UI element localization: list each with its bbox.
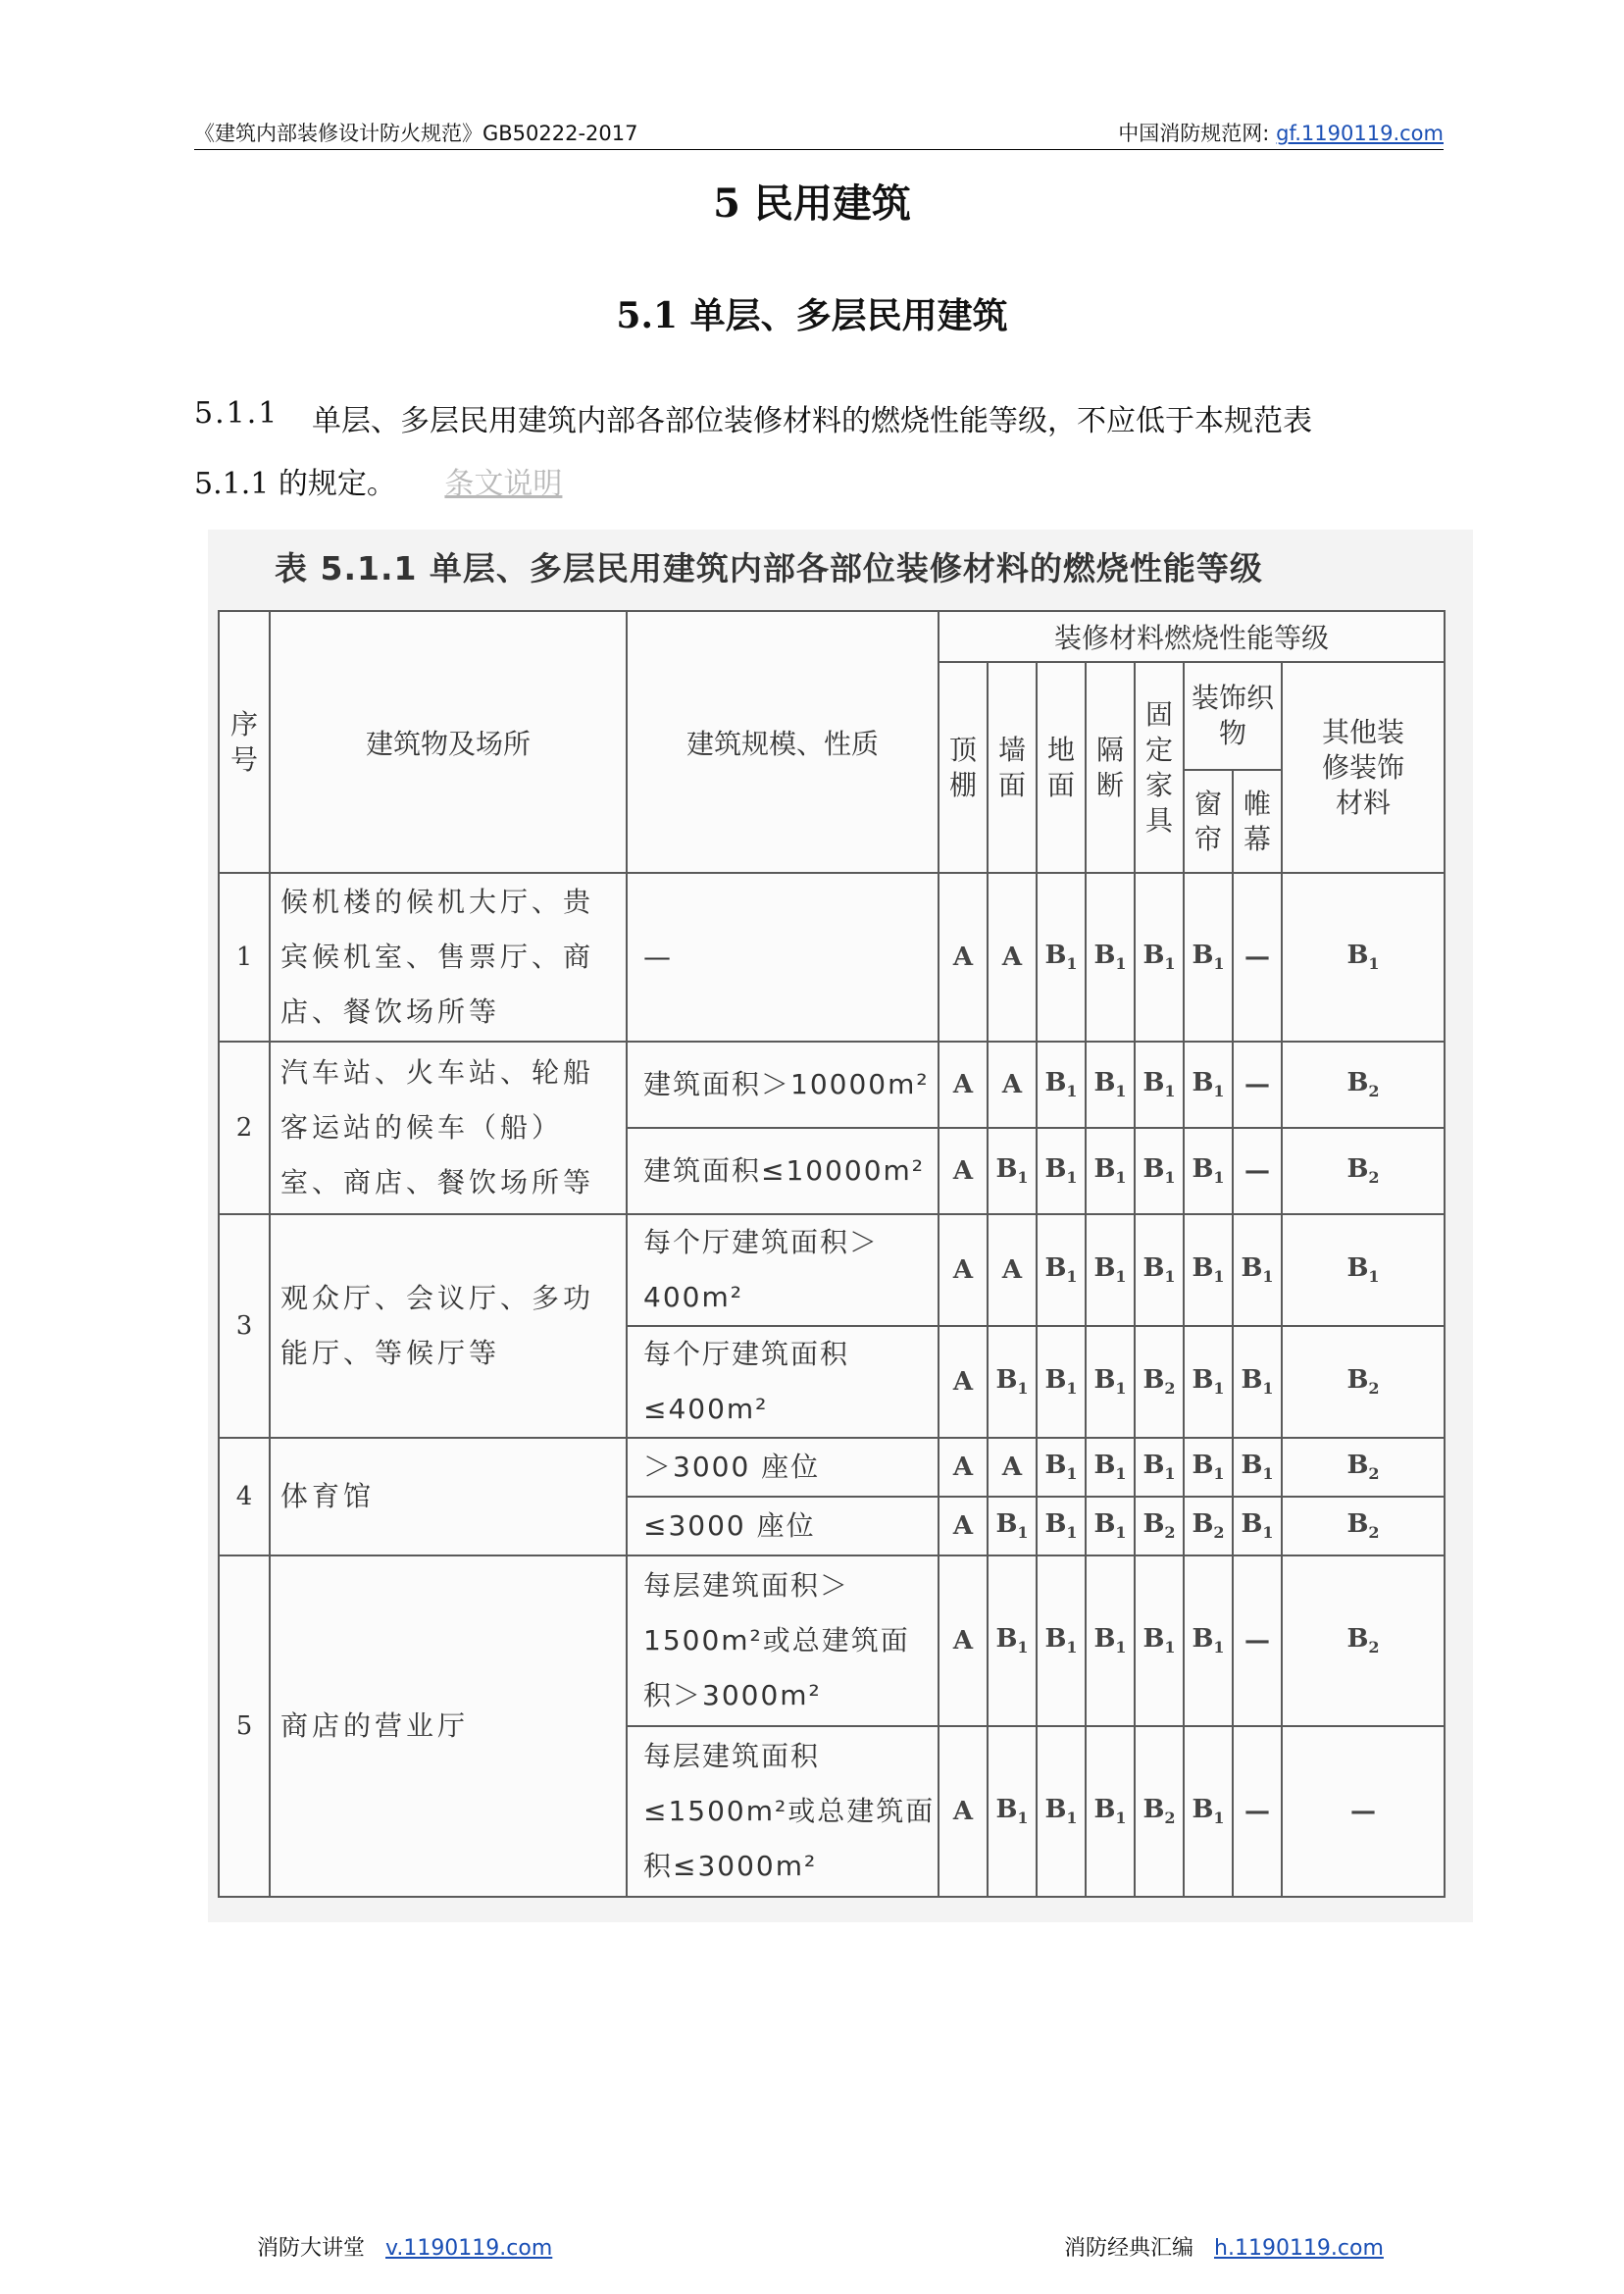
grade-cell: A [939,1042,988,1128]
grade-cell: $B_1$ [988,1726,1037,1897]
header-furniture: 固定家具 [1135,662,1184,873]
footer-right [1064,2231,1384,2262]
clause-text-2: 5.1.1 的规定。 [194,467,396,501]
row-scale: 每层建筑面积＞1500m²或总建筑面积＞3000m² [627,1555,939,1726]
grade-cell: A [939,1128,988,1214]
grade-cell: A [988,873,1037,1042]
chapter-title: 5 民用建筑 [713,180,911,227]
section-title: 5.1 单层、多层民用建筑 [616,295,1008,336]
header-site-label: 中国消防规范网: [1118,122,1270,145]
footer-left-label: 消防大讲堂 [257,2236,366,2261]
grade-cell: A [939,873,988,1042]
grade-cell: $B_2$ [1282,1326,1445,1438]
row-scale: 每个厅建筑面积≤400m² [627,1326,939,1438]
grade-cell: $B_1$ [1037,1042,1086,1128]
grade-cell: — [1233,873,1282,1042]
grade-cell: — [1233,1042,1282,1128]
grade-cell: $B_1$ [1135,1128,1184,1214]
footer-left [257,2231,552,2262]
header-floor: 地面 [1037,662,1086,873]
grade-cell: $B_2$ [1135,1497,1184,1555]
grade-cell: $B_1$ [1037,1438,1086,1497]
grade-cell: $B_1$ [1037,1326,1086,1438]
row-scale: 建筑面积＞10000m² [627,1042,939,1128]
grade-cell: $B_1$ [1135,873,1184,1042]
grade-cell: $B_1$ [1233,1497,1282,1555]
table-body [219,873,1445,1897]
row-scale: 每层建筑面积≤1500m²或总建筑面积≤3000m² [627,1726,939,1897]
fire-rating-table [218,610,1446,1898]
grade-cell: A [939,1214,988,1326]
grade-cell: $B_1$ [1037,1214,1086,1326]
table-row [219,1042,1445,1128]
grade-cell: $B_1$ [1233,1438,1282,1497]
grade-cell: $B_2$ [1135,1326,1184,1438]
grade-cell: $B_1$ [988,1128,1037,1214]
header-other: 其他装修装饰材料 [1282,662,1445,873]
grade-cell: $B_2$ [1135,1726,1184,1897]
row-place: 体育馆 [270,1438,627,1555]
grade-cell: A [988,1438,1037,1497]
footer-right-link[interactable]: h.1190119.com [1214,2236,1384,2261]
grade-cell: $B_1$ [1086,1214,1135,1326]
row-place: 商店的营业厅 [270,1555,627,1897]
footer-right-label: 消防经典汇编 [1064,2236,1194,2261]
grade-cell: $B_1$ [988,1497,1037,1555]
grade-cell: $B_1$ [1086,1726,1135,1897]
grade-cell: — [1233,1555,1282,1726]
table-row [219,873,1445,1042]
row-seq: 5 [219,1555,270,1897]
grade-cell: A [939,1438,988,1497]
row-seq: 3 [219,1214,270,1438]
header-ceiling: 顶棚 [939,662,988,873]
table-row [219,1214,1445,1326]
row-scale: ＞3000 座位 [627,1438,939,1497]
header-site [1118,118,1444,147]
grade-cell: $B_1$ [988,1326,1037,1438]
grade-cell: $B_2$ [1282,1555,1445,1726]
grade-cell: A [939,1497,988,1555]
grade-cell: $B_1$ [1086,1326,1135,1438]
grade-cell: A [939,1326,988,1438]
grade-cell: $B_1$ [1282,1214,1445,1326]
running-header [194,116,1444,150]
grade-cell: $B_1$ [1086,1438,1135,1497]
clause-line-1 [194,396,1446,438]
header-seq: 序号 [219,611,270,873]
grade-cell: A [939,1555,988,1726]
row-scale: — [627,873,939,1042]
grade-cell: $B_1$ [988,1555,1037,1726]
grade-cell: $B_1$ [1282,873,1445,1042]
row-scale: 建筑面积≤10000m² [627,1128,939,1214]
grade-cell: $B_1$ [1184,1128,1233,1214]
grade-cell: $B_1$ [1037,1128,1086,1214]
grade-cell: $B_1$ [1135,1555,1184,1726]
grade-cell: $B_1$ [1184,1214,1233,1326]
header-site-link[interactable]: gf.1190119.com [1276,122,1444,145]
table-row [219,1438,1445,1497]
grade-cell: $B_1$ [1086,1128,1135,1214]
grade-cell: $B_1$ [1184,1438,1233,1497]
row-place: 汽车站、火车站、轮船客运站的候车（船）室、商店、餐饮场所等 [270,1042,627,1214]
table-title: 表 5.1.1 单层、多层民用建筑内部各部位装修材料的燃烧性能等级 [275,549,1263,587]
grade-cell: $B_1$ [1184,1555,1233,1726]
header-fabric: 装饰织物 [1184,662,1282,770]
row-seq: 2 [219,1042,270,1214]
grade-cell: $B_1$ [1037,1726,1086,1897]
grade-cell: — [1233,1726,1282,1897]
grade-cell: $B_1$ [1233,1326,1282,1438]
header-scale: 建筑规模、性质 [627,611,939,873]
clause-note-link[interactable]: 条文说明 [444,467,563,501]
row-seq: 4 [219,1438,270,1555]
grade-cell: $B_2$ [1184,1497,1233,1555]
grade-cell: $B_2$ [1282,1128,1445,1214]
grade-cell: $B_1$ [1037,1497,1086,1555]
clause-line-2 [194,459,1446,502]
grade-cell: $B_1$ [1135,1214,1184,1326]
header-grade-group: 装修材料燃烧性能等级 [939,611,1445,662]
grade-cell: $B_1$ [1184,1326,1233,1438]
grade-cell: $B_1$ [1184,1726,1233,1897]
grade-cell: $B_1$ [1233,1214,1282,1326]
clause-number: 5.1.1 [194,396,279,431]
grade-cell: $B_1$ [1184,1042,1233,1128]
grade-cell: A [988,1042,1037,1128]
header-wall: 墙面 [988,662,1037,873]
header-document-title: 《建筑内部装修设计防火规范》GB50222-2017 [194,122,638,145]
row-seq: 1 [219,873,270,1042]
grade-cell: $B_1$ [1086,1042,1135,1128]
row-place: 观众厅、会议厅、多功能厅、等候厅等 [270,1214,627,1438]
grade-cell: A [939,1726,988,1897]
header-partition: 隔断 [1086,662,1135,873]
grade-cell: — [1233,1128,1282,1214]
grade-cell: $B_1$ [1135,1042,1184,1128]
header-drape: 帷幕 [1233,770,1282,873]
grade-cell: — [1282,1726,1445,1897]
grade-cell: A [988,1214,1037,1326]
row-scale: 每个厅建筑面积＞400m² [627,1214,939,1326]
grade-cell: $B_1$ [1086,1497,1135,1555]
row-place: 候机楼的候机大厅、贵宾候机室、售票厅、商店、餐饮场所等 [270,873,627,1042]
grade-cell: $B_1$ [1086,1555,1135,1726]
grade-cell: $B_1$ [1184,873,1233,1042]
footer-left-link[interactable]: v.1190119.com [385,2236,553,2261]
grade-cell: $B_2$ [1282,1438,1445,1497]
row-scale: ≤3000 座位 [627,1497,939,1555]
header-place: 建筑物及场所 [270,611,627,873]
grade-cell: $B_1$ [1037,1555,1086,1726]
grade-cell: $B_1$ [1086,873,1135,1042]
clause-text-1: 单层、多层民用建筑内部各部位装修材料的燃烧性能等级，不应低于本规范表 [312,404,1312,438]
table-row [219,1555,1445,1726]
grade-cell: $B_1$ [1037,873,1086,1042]
grade-cell: $B_1$ [1135,1438,1184,1497]
grade-cell: $B_2$ [1282,1497,1445,1555]
grade-cell: $B_2$ [1282,1042,1445,1128]
header-curtain: 窗帘 [1184,770,1233,873]
